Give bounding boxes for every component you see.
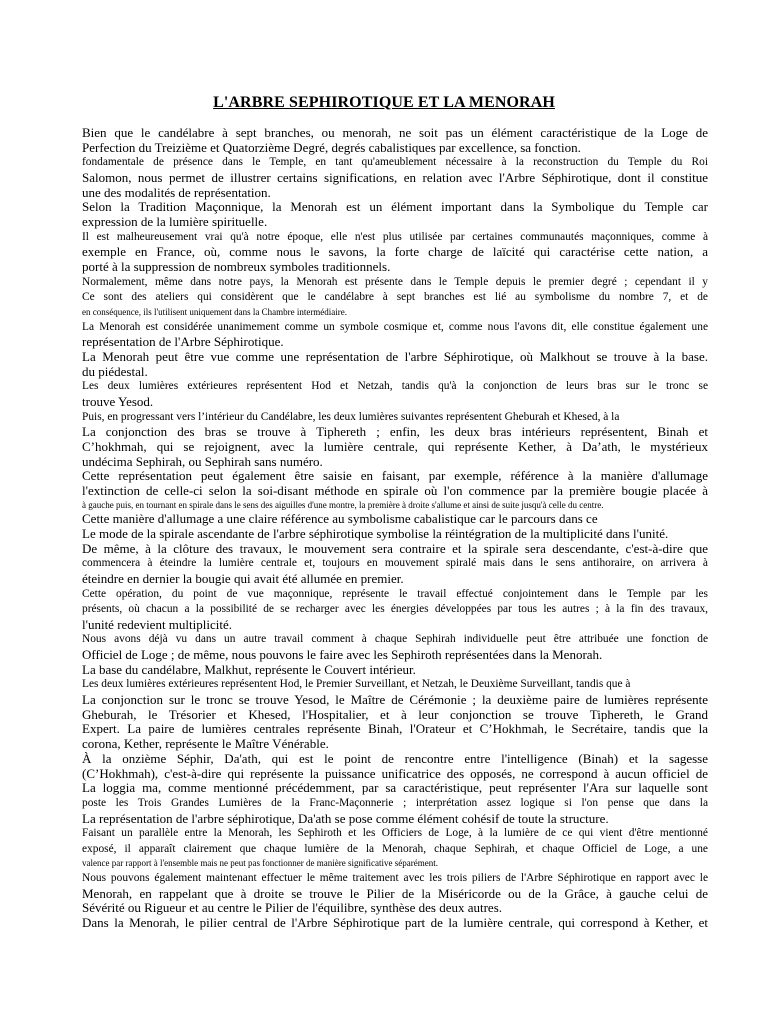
text-line: Puis, en progressant vers l’intérieur du Candélabre, les deux lumières suivantes représentent Gheburah et Khesed, à la: [82, 410, 620, 423]
text-line: Dans la Menorah, le pilier central de l'Arbre Séphirotique part de la lumière centrale, qui correspond à Kether, et: [82, 915, 708, 930]
text-line: représentation de l'Arbre Séphirotique.: [82, 335, 284, 350]
text-line: commencera à éteindre la lumière centrale et, toujours en mouvement spiralé mais dans le sens antihoraire, on arrivera à: [82, 557, 708, 570]
text-line: Nous avons déjà vu dans un autre travail comment à chaque Sephirah individuelle peut être attribuée une fonction de: [82, 633, 708, 646]
text-line: Cette opération, du point de vue maçonnique, représente le travail effectué conjointement dans le Temple par les: [82, 587, 708, 600]
text-line: Les deux lumières extérieures représentent Hod, le Premier Surveillant, et Netzah, le Deuxième Surveillant, tandis que à: [82, 678, 631, 691]
text-line: expression de la lumière spirituelle.: [82, 215, 268, 230]
text-line: éteindre en dernier la bougie qui avait été allumée en premier.: [82, 571, 404, 586]
text-line: Officiel de Loge ; de même, nous pouvons le faire avec les Sephiroth représentées dans la Menorah.: [82, 648, 603, 662]
text-line: À la onzième Séphir, Da'ath, qui est le point de rencontre entre l'intelligence (Binah) et la sagesse: [82, 751, 708, 766]
text-line: présents, où chacun a la possibilité de se recharger avec les énergies développées par tous les autres ; à la fin des travaux,: [82, 603, 708, 616]
text-line: exemple en France, où, comme nous le savons, la forte charge de laïcité qui caractérise cette nation, a: [82, 245, 708, 260]
text-line: (C’Hokhmah), c'est-à-dire qui représente la puissance unificatrice des opposés, ne correspond à aucun officiel de: [82, 766, 708, 781]
text-line: poste les Trois Grandes Lumières de la Franc-Maçonnerie ; interprétation assez logique si l'on pense que dans la: [82, 796, 708, 809]
text-line: corona, Kether, représente le Maître Vénérable.: [82, 737, 329, 752]
text-line: une des modalités de représentation.: [82, 185, 271, 200]
text-line: Les deux lumières extérieures représentent Hod et Netzah, tandis qu'à la conjonction de leurs bras sur le tronc se: [82, 380, 708, 393]
text-line: Menorah, en rappelant que à droite se trouve le Pilier de la Miséricorde ou de la Grâce, à gauche celui de: [82, 886, 708, 901]
text-line: La loggia ma, comme mentionné précédemment, par sa caractéristique, peut représenter l'Ara sur laquelle sont: [82, 781, 708, 796]
text-line: porté à la suppression de nombreux symboles traditionnels.: [82, 260, 391, 275]
text-line: La Menorah est considérée unanimement comme un symbole cosmique et, comme nous l'avons dit, elle constitue également une: [82, 320, 708, 333]
text-line: l'unité redevient multiplicité.: [82, 617, 232, 632]
text-line: en conséquence, ils l'utilisent uniquement dans la Chambre intermédiaire.: [82, 307, 348, 317]
text-line: La conjonction des bras se trouve à Tiphereth ; enfin, les deux bras intérieurs représentent, Binah et: [82, 425, 708, 440]
text-line: La représentation de l'arbre séphirotique, Da'ath se pose comme élément cohésif de toute la structure.: [82, 811, 609, 826]
text-line: Il est malheureusement vrai qu'à notre époque, elle n'est plus utilisée par certaines communautés maçonniques, comme à: [82, 230, 708, 243]
text-line: Normalement, même dans notre pays, la Menorah est présente dans le Temple depuis le premier degré ; cependant il y: [82, 275, 708, 288]
text-line: De même, à la clôture des travaux, le mouvement sera contraire et la spirale sera descendante, c'est-à-dire que: [82, 541, 708, 556]
text-line: La conjonction sur le tronc se trouve Yesod, le Maître de Cérémonie ; la deuxième paire de lumières représente: [82, 693, 708, 707]
text-line: Cette manière d'allumage a une claire référence au symbolisme cabalistique car le parcours dans ce: [82, 512, 598, 527]
text-line: undécima Sephirah, ou Sephirah sans numéro.: [82, 454, 323, 469]
text-line: Bien que le candélabre à sept branches, ou menorah, ne soit pas un élément caractéristique de la Loge de: [82, 126, 708, 140]
text-line: exposé, il apparaît clairement que chaque lumière de la Menorah, chaque Sephirah, et chaque Officiel de Loge, a une: [82, 842, 708, 855]
text-line: Faisant un parallèle entre la Menorah, les Sephiroth et les Officiers de Loge, à la lumière de ce qui vient d'être mentionné: [82, 827, 708, 840]
text-line: La base du candélabre, Malkhut, représente le Couvert intérieur.: [82, 662, 416, 677]
text-line: Nous pouvons également maintenant effectuer le même traitement avec les trois piliers de l'Arbre Séphirotique en rapport avec le: [82, 871, 708, 884]
text-line: C’hokhmah, qui se rejoignent, avec la lumière centrale, qui représente Kether, à Da’ath, le mystérieux: [82, 439, 708, 454]
text-line: Perfection du Treizième et Quatorzième Degré, degrés cabalistiques par excellence, sa fonction.: [82, 140, 581, 155]
text-line: La Menorah peut être vue comme une représentation de l'arbre Séphirotique, où Malkhout se trouve à la base.: [82, 349, 708, 364]
text-line: fondamentale de présence dans le Temple, en tant qu'ameublement nécessaire à la reconstruction du Temple du Roi: [82, 156, 708, 169]
text-line: Cette représentation peut également être saisie en faisant, par exemple, référence à la manière d'allumage: [82, 469, 708, 484]
text-line: du piédestal.: [82, 364, 148, 379]
text-line: trouve Yesod.: [82, 394, 154, 409]
text-line: valence par rapport à l'ensemble mais ne peut pas fonctionner de manière significative séparément.: [82, 858, 438, 869]
text-line: Gheburah, le Trésorier et Khesed, l'Hospitalier, et à leur conjonction se trouve Tiphereth, le Grand: [82, 707, 708, 722]
text-line: à gauche puis, en tournant en spirale dans le sens des aiguilles d'une montre, la première à droite s'allume et ainsi de suite jusqu'à celle du centre.: [82, 499, 604, 510]
text-line: Selon la Tradition Maçonnique, la Menorah est un élément important dans la Symbolique du Temple car: [82, 200, 708, 215]
text-line: Ce sont des ateliers qui considèrent que le candélabre à sept branches est lié au symbolisme du nombre 7, et de: [82, 291, 708, 304]
text-line: Salomon, nous permet de illustrer certains significations, en relation avec l'Arbre Séphirotique, dont il constitue: [82, 171, 708, 185]
document-body: [82, 126, 708, 931]
text-line: Sévérité ou Rigueur et au centre le Pilier de l'équilibre, synthèse des deux autres.: [82, 901, 503, 916]
text-line: l'extinction de celle-ci selon la soi-disant méthode en spirale où l'on commence par la première bougie placée à: [82, 483, 708, 498]
text-line: Le mode de la spirale ascendante de l'arbre séphirotique symbolise la réintégration de la multiplicité dans l'unité.: [82, 526, 669, 541]
document-title: L'ARBRE SEPHIROTIQUE ET LA MENORAH: [213, 94, 555, 111]
text-line: Expert. La paire de lumières centrales représente Binah, l'Orateur et C’Hokhmah, le Secrétaire, tandis que la: [82, 722, 708, 737]
